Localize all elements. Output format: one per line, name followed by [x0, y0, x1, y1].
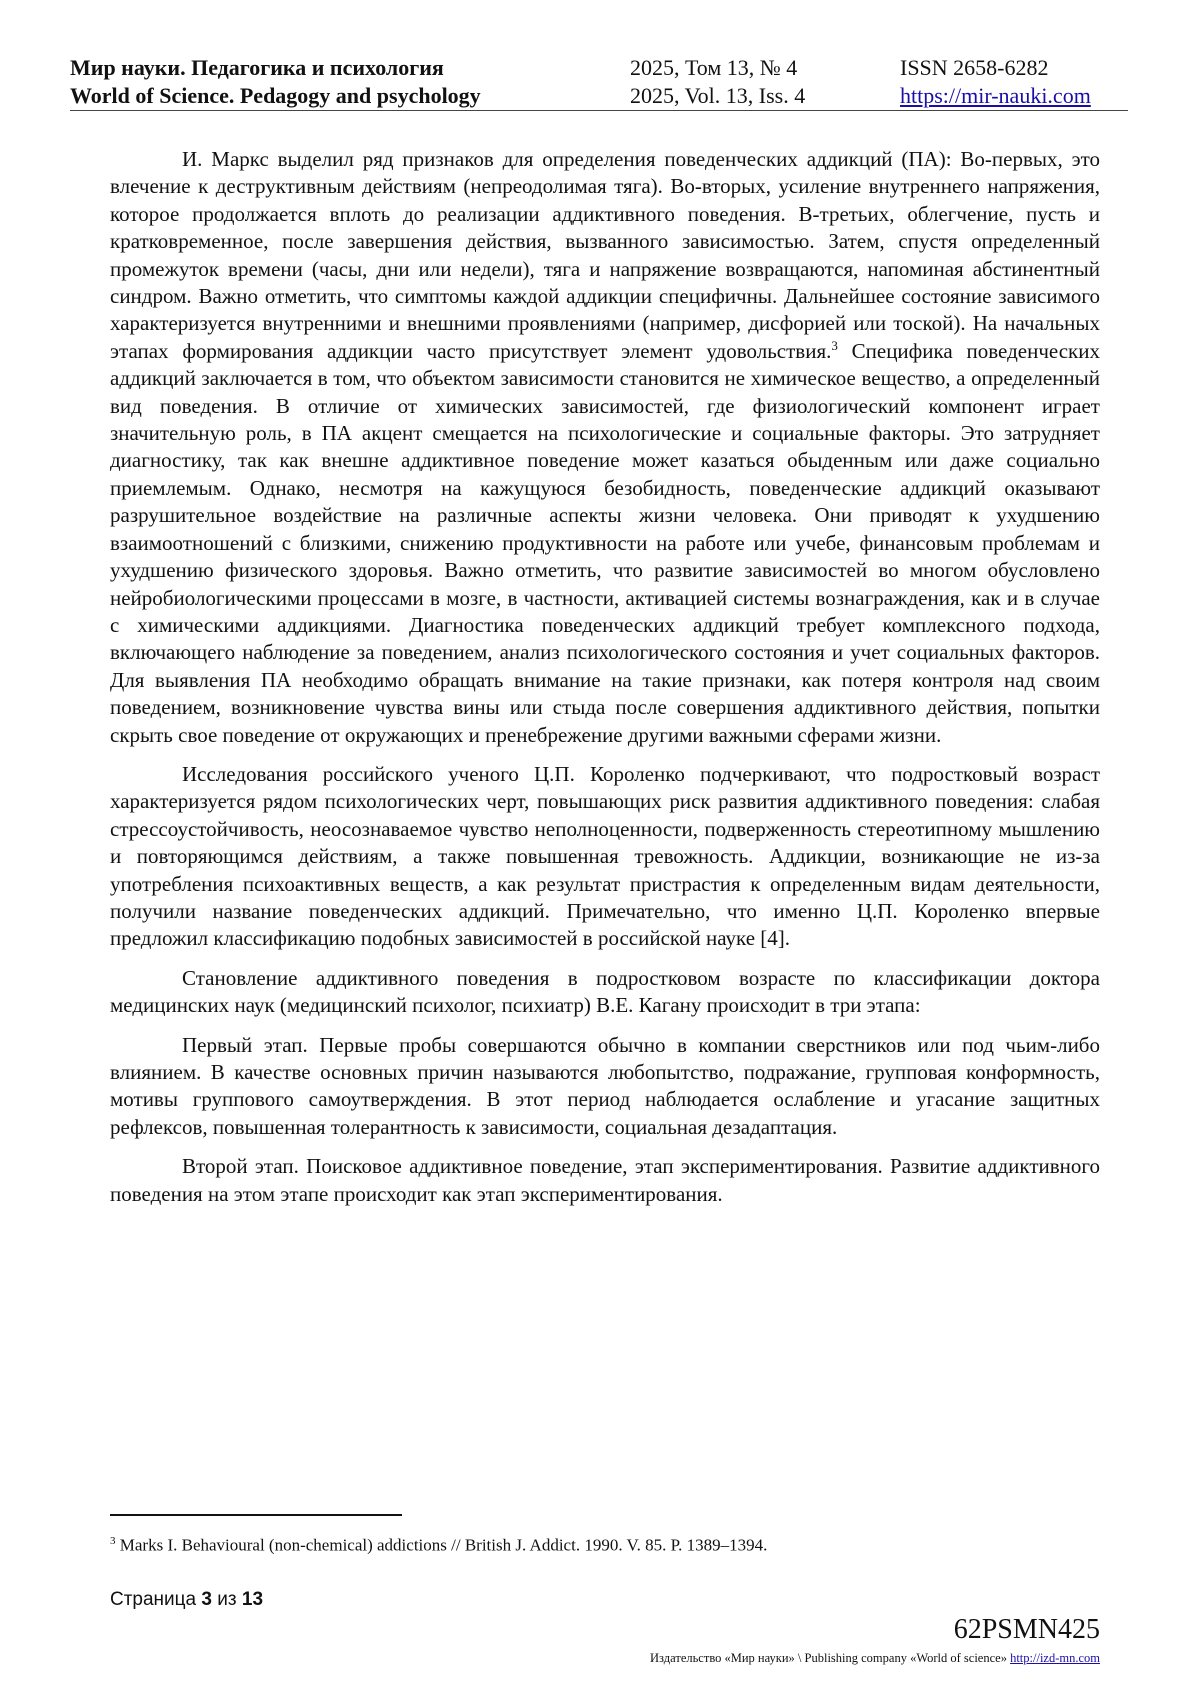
issn: ISSN 2658-6282 [900, 55, 1049, 80]
publisher-text: Издательство «Мир науки» \ Publishing company «World of science» [650, 1651, 1011, 1665]
page-of: из [211, 1589, 242, 1610]
page-current: 3 [201, 1589, 212, 1610]
header-row-ru [70, 54, 1128, 82]
article-code: 62PSMN425 [953, 1614, 1100, 1645]
footnote-text: Marks I. Behavioural (non-chemical) addictions // British J. Addict. 1990. V. 85. P. 1389–1394. [115, 1535, 768, 1555]
paragraph-text: И. Маркс выделил ряд признаков для определения поведенческих аддикций (ПА): Во-первых, это влечение к деструктивным действиям (непреодолимая тяга). Во-вторых, усиление внутреннего напряжения, которое продолжается вплоть до реализации аддиктивного поведения. В-третьих, облегчение, пусть и кратковременное, после завершения действия, вызванного зависимостью. Затем, спустя определенный промежуток времени (часы, дни или недели), тяга и напряжение возвращаются, напоминая абстинентный синдром. Важно отметить, что симптомы каждой аддикции специфичны. Дальнейшее состояние зависимого характеризуется внутренними и внешними проявлениями (например, дисфорией или тоской). На начальных этапах формирования аддикции часто присутствует элемент удовольствия. [110, 147, 1100, 363]
footnote-ref[interactable]: 3 [831, 337, 838, 353]
page-prefix: Страница [110, 1589, 202, 1610]
publisher-link[interactable]: http://izd-mn.com [1010, 1651, 1100, 1665]
journal-title-ru: Мир науки. Педагогика и психология [70, 55, 444, 80]
paragraph-text: Специфика поведенческих аддикций заключается в том, что объектом зависимости становится не химическое вещество, а определенный вид поведения. В отличие от химических зависимостей, где физиологический компонент играет значительную роль, в ПА акцент смещается на психологические и социальные факторы. Это затрудняет диагностику, так как внешне аддиктивное поведение может казаться обыденным или даже социально приемлемым. Однако, несмотря на кажущуюся безобидность, поведенческие аддикций оказывают разрушительное воздействие на различные аспекты жизни человека. Они приводят к ухудшению взаимоотношений с близкими, снижению продуктивности на работе или учебе, финансовым проблемам и ухудшению физического здоровья. Важно отметить, что развитие зависимостей во многом обусловлено нейробиологическими процессами в мозге, в частности, активацией системы вознаграждения, как и в случае с химическими аддикциями. Диагностика поведенческих аддикций требует комплексного подхода, включающего наблюдение за поведением, анализ психологического состояния и учет социальных факторов. Для выявления ПА необходимо обращать внимание на такие признаки, как потеря контроля над своим поведением, возникновение чувства вины или стыда после совершения аддиктивного действия, попытки скрыть свое поведение от окружающих и пренебрежение другими важными сферами жизни. [110, 338, 1100, 747]
page-number [110, 1589, 263, 1611]
footnote-divider [110, 1514, 402, 1516]
paragraph-korolenko: Исследования российского ученого Ц.П. Короленко подчеркивают, что подростковый возраст характеризуется рядом психологических черт, повышающих риск развития аддиктивного поведения: слабая стрессоустойчивость, неосознаваемое чувство неполноценности, подверженность стереотипному мышлению и повторяющимся действиям, а также повышенная тревожность. Аддикции, возникающие не из-за употребления психоактивных веществ, а как результат пристрастия к определенным видам деятельности, получили название поведенческих аддикций. Примечательно, что именно Ц.П. Короленко впервые предложил классификацию подобных зависимостей в российской науке [4]. [110, 761, 1100, 951]
issue-info-ru: 2025, Том 13, № 4 [630, 55, 798, 80]
journal-header [70, 54, 1128, 111]
header-row-en [70, 82, 1128, 110]
footnote [110, 1530, 1100, 1557]
publisher-line [650, 1650, 1100, 1666]
paragraph-second-stage: Второй этап. Поисковое аддиктивное поведение, этап экспериментирования. Развитие аддиктивного поведения на этом этапе происходит как этап экспериментирования. [110, 1154, 1100, 1206]
paragraph-first-stage: Первый этап. Первые пробы совершаются обычно в компании сверстников или под чьим-либо влиянием. В качестве основных причин называются любопытство, подражание, групповая конформность, мотивы группового самоутверждения. В этот период наблюдается ослабление и угасание защитных рефлексов, повышенная толерантность к зависимости, социальная дезадаптация. [110, 1032, 1100, 1139]
paragraph-markes-criteria [110, 146, 1100, 749]
page-total: 13 [241, 1589, 264, 1610]
article-body [110, 146, 1100, 1220]
journal-website-link[interactable]: https://mir-nauki.com [900, 83, 1091, 108]
footnote-mark: 3 [110, 1535, 116, 1547]
paragraph-kagan-stages: Становление аддиктивного поведения в подростковом возрасте по классификации доктора медицинских наук (медицинский психолог, психиатр) В.Е. Кагану происходит в три этапа: [110, 965, 1100, 1018]
issue-info-en: 2025, Vol. 13, Iss. 4 [630, 83, 806, 108]
journal-title-en: World of Science. Pedagogy and psychology [70, 83, 481, 108]
